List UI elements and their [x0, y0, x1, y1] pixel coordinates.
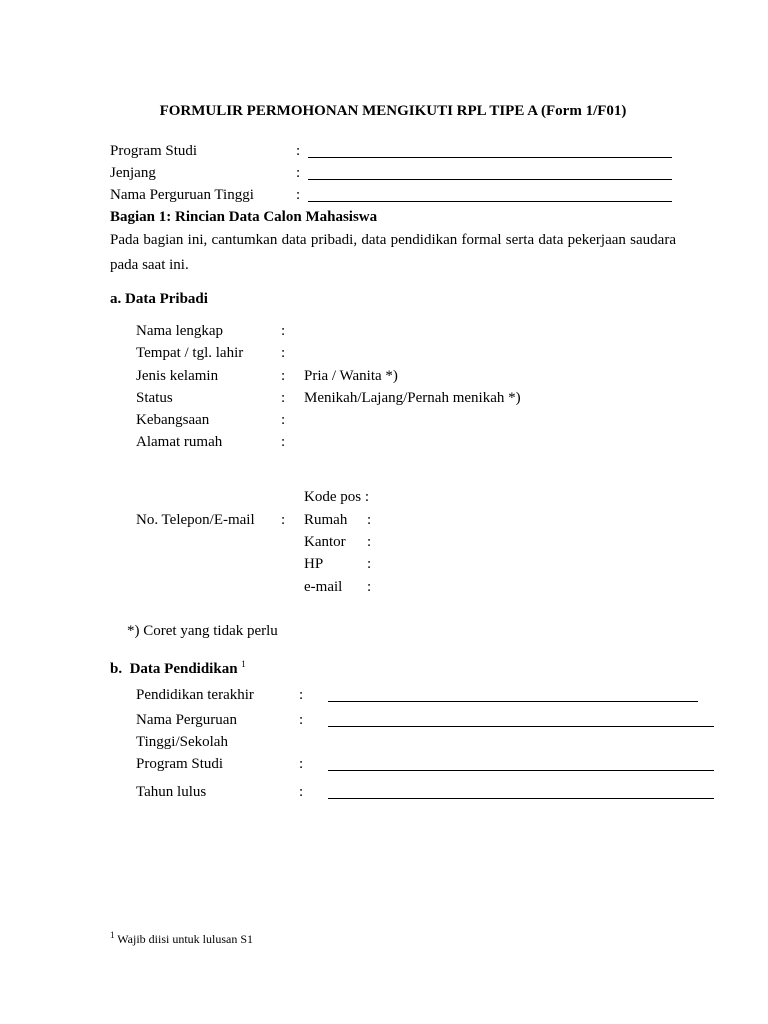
contact-colon: :	[281, 512, 286, 528]
data-pendidikan-heading	[110, 661, 246, 678]
program-studi-pend-field[interactable]	[328, 758, 714, 771]
nama-lengkap-label: Nama lengkap	[136, 323, 224, 339]
status-label: Status	[136, 390, 173, 406]
pendidikan-terakhir-field[interactable]	[328, 689, 698, 702]
email-colon: :	[367, 579, 372, 595]
footnote-number: 1	[110, 930, 115, 940]
rumah-label: Rumah	[304, 512, 348, 528]
jenjang-colon: :	[296, 165, 301, 181]
program-studi-colon: :	[296, 143, 301, 159]
note-coret: *) Coret yang tidak perlu	[127, 623, 278, 639]
tempat-lahir-label: Tempat / tgl. lahir	[136, 345, 244, 361]
pendidikan-terakhir-colon: :	[299, 687, 304, 703]
status-colon: :	[281, 390, 286, 406]
tahun-lulus-field[interactable]	[328, 786, 714, 799]
rumah-colon: :	[367, 512, 372, 528]
data-pendidikan-title: Data Pendidikan	[129, 661, 238, 677]
footnote-ref: 1	[241, 659, 246, 669]
nama-perguruan-label-line2: Tinggi/Sekolah	[136, 734, 228, 750]
jenjang-field[interactable]	[308, 167, 672, 180]
tahun-lulus-label: Tahun lulus	[136, 784, 207, 800]
jenis-kelamin-colon: :	[281, 368, 286, 384]
footnote-text: Wajib diisi untuk lulusan S1	[117, 932, 253, 946]
jenjang-label: Jenjang	[110, 165, 156, 181]
form-title: FORMULIR PERMOHONAN MENGIKUTI RPL TIPE A (Form 1/F01)	[159, 103, 627, 119]
program-studi-label: Program Studi	[110, 143, 198, 159]
kantor-colon: :	[367, 534, 372, 550]
email-label: e-mail	[304, 579, 343, 595]
nama-lengkap-colon: :	[281, 323, 286, 339]
nama-pt-field[interactable]	[308, 189, 672, 202]
kantor-label: Kantor	[304, 534, 346, 550]
section1-heading: Bagian 1: Rincian Data Calon Mahasiswa	[110, 209, 378, 225]
nama-pt-label: Nama Perguruan Tinggi	[110, 187, 254, 203]
pendidikan-terakhir-label: Pendidikan terakhir	[136, 687, 254, 703]
tahun-lulus-colon: :	[299, 784, 304, 800]
kode-pos-label: Kode pos :	[304, 489, 369, 505]
nama-perguruan-colon: :	[299, 712, 304, 728]
footnote	[110, 932, 253, 947]
nama-perguruan-label: Nama Perguruan	[136, 712, 237, 728]
status-value[interactable]: Menikah/Lajang/Pernah menikah *)	[304, 390, 521, 406]
section1-paragraph: Pada bagian ini, cantumkan data pribadi, data pendidikan formal serta data pekerjaan saudara pada saat ini.	[110, 232, 676, 273]
jenis-kelamin-label: Jenis kelamin	[136, 368, 219, 384]
nama-perguruan-field[interactable]	[328, 714, 714, 727]
program-studi-field[interactable]	[308, 145, 672, 158]
data-pribadi-heading: a. Data Pribadi	[110, 291, 208, 307]
alamat-rumah-label: Alamat rumah	[136, 434, 223, 450]
hp-colon: :	[367, 556, 372, 572]
contact-label: No. Telepon/E-mail	[136, 512, 255, 528]
nama-pt-colon: :	[296, 187, 301, 203]
alamat-rumah-colon: :	[281, 434, 286, 450]
tempat-lahir-colon: :	[281, 345, 286, 361]
data-pendidikan-prefix: b.	[110, 661, 123, 677]
hp-label: HP	[304, 556, 324, 572]
program-studi-pend-label: Program Studi	[136, 756, 224, 772]
program-studi-pend-colon: :	[299, 756, 304, 772]
jenis-kelamin-value[interactable]: Pria / Wanita *)	[304, 368, 398, 384]
kebangsaan-colon: :	[281, 412, 286, 428]
kebangsaan-label: Kebangsaan	[136, 412, 210, 428]
